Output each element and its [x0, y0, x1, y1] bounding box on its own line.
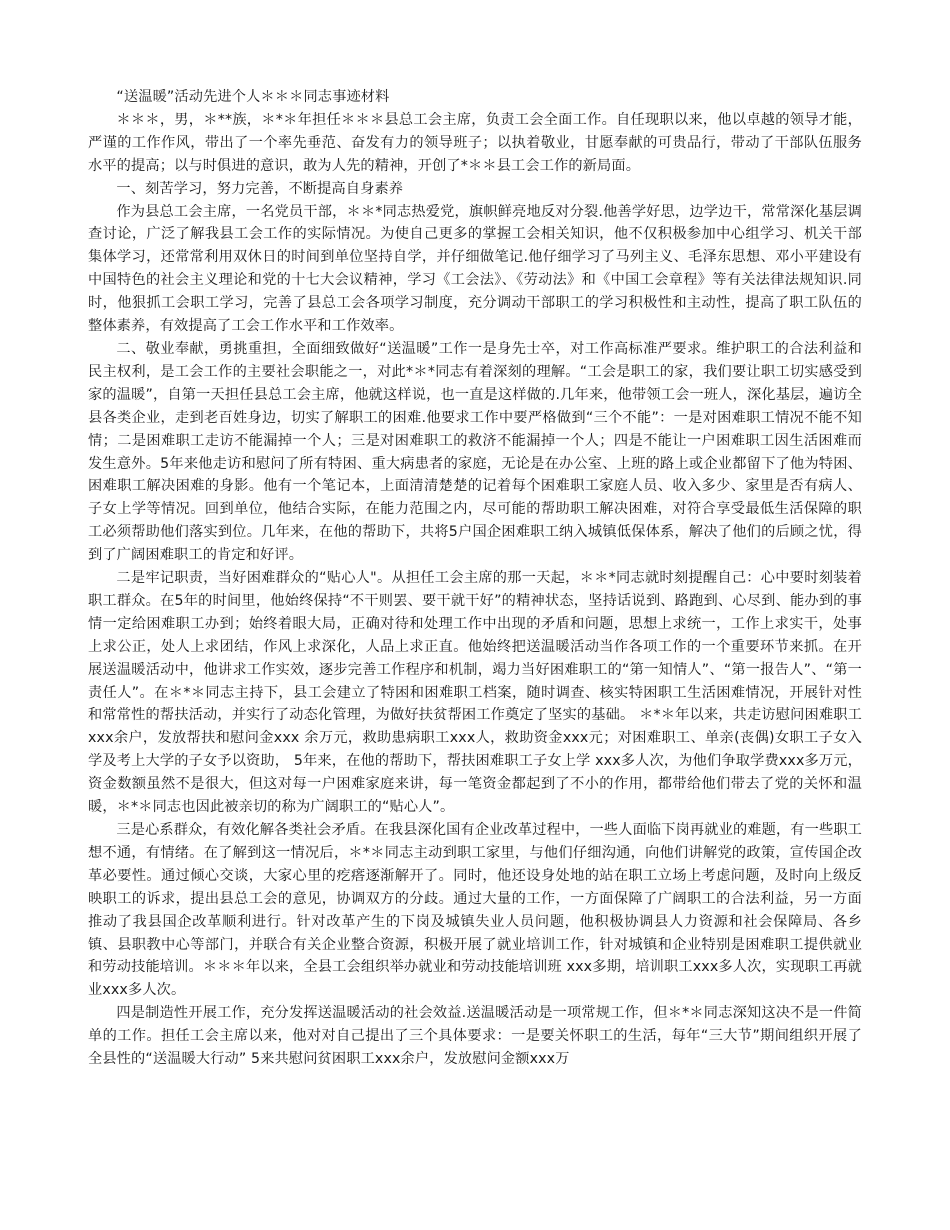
paragraph-study: 作为县总工会主席，一名党员干部，＊＊*同志热爱党，旗帜鲜亮地反对分裂.他善学好思，边学边干，常常深化基层调查讨论，广泛了解我县工会工作的实际情况。为使自己更多的掌握工会相关知识，他不仅积极参加中心组学习、机关干部集体学习，还常常利用双休日的时间到单位坚持自学，并仔细做笔记.他仔细学习了马列主义、毛泽东思想、邓小平建设有中国特色的社会主义理论和党的十七大会议精神，学习《工会法》、《劳动法》和《中国工会章程》等有关法律法规知识.同时，他狠抓工会职工学习，完善了县总工会各项学习制度，充分调动干部职工的学习积极性和主动性，提高了职工队伍的整体素养，有效提高了工会工作水平和工作效率。 [88, 203, 862, 335]
document-body [88, 86, 862, 1071]
paragraph-creative: 四是制造性开展工作，充分发挥送温暖活动的社会效益.送温暖活动是一项常规工作，但＊*＊同志深知这决不是一件简单的工作。担任工会主席以来，他对对自己提出了三个具体要求：一是要关怀职工的生活，每年“三大节”期间组织开展了全县性的“送温暖大行动” 5来共慰问贫困职工xxx余户，发放慰问金额xxx万 [88, 1005, 862, 1068]
section-heading-1: 一、刻苦学习，努力完善，不断提高自身素养 [116, 180, 404, 197]
paragraph-duty: 二是牢记职责，当好困难群众的“贴心人"。从担任工会主席的那一天起，＊＊*同志就时刻提醒自己：心中要时刻装着职工群众。在5年的时间里，他始终保持“不干则罢、要干就干好”的精神状态，坚持话说到、路跑到、心尽到、能办到的事情一定给困难职工办到；始终着眼大局，正确对待和处理工作中出现的矛盾和问题，思想上求统一，工作上求实干，处事上求公正，处人上求团结，作风上求深化，人品上求正直。他始终把送温暖活动当作各项工作的一个重要环节来抓。在开展送温暖活动中，他讲求工作实效，逐步完善工作程序和机制，竭力当好困难职工的“第一知情人”、“第一报告人”、“第一责任人”。在＊*＊同志主持下，县工会建立了特困和困难职工档案，随时调查、核实特困职工生活困难情况，开展针对性和常常性的帮扶活动，并实行了动态化管理，为做好扶贫帮困工作奠定了坚实的基础。 ＊*＊年以来，共走访慰问困难职工xxx余户，发放帮扶和慰问金xxx 余万元，救助患病职工xxx人，救助资金xxx元；对困难职工、单亲(丧偶)女职工子女入学及考上大学的子女予以资助， 5年来，在他的帮助下，帮扶困难职工子女上学 xxx多人次，为他们争取学费xxx多万元，资金数额虽然不是很大，但这对每一户困难家庭来讲，每一笔资金都起到了不小的作用，都带给他们带去了党的关怀和温暖，＊*＊同志也因此被亲切的称为广阔职工的“贴心人”。 [88, 570, 862, 816]
paragraph-masses: 三是心系群众，有效化解各类社会矛盾。在我县深化国有企业改革过程中，一些人面临下岗再就业的难题，有一些职工想不通，有情绪。在了解到这一情况后，＊*＊同志主动到职工家里，与他们仔细沟通，向他们讲解党的政策，宣传国企改革必要性。通过倾心交谈，大家心里的疙瘩逐渐解开了。同时，他还设身处地的站在职工立场上考虑问题，及时向上级反映职工的诉求，提出县总工会的意见，协调双方的分歧。通过大量的工作，一方面保障了广阔职工的合法利益，另一方面推动了我县国企改革顺利进行。针对改革产生的下岗及城镇失业人员问题，他积极协调县人力资源和社会保障局、各乡镇、县职教中心等部门，并联合有关企业整合资源，积极开展了就业培训工作，针对城镇和企业特别是困难职工提供就业和劳动技能培训。＊＊＊年以来，全县工会组织举办就业和劳动技能培训班 xxx多期，培训职工xxx多人次，实现职工再就业xxx多人次。 [88, 822, 862, 999]
paragraph-dedication: 二、敬业奉献，勇挑重担，全面细致做好“送温暖”工作一是身先士卒，对工作高标准严要求。维护职工的合法利益和民主权利，是工会工作的主要社会职能之一，对此*＊*同志有着深刻的理解。“工会是职工的家，我们要让职工切实感受到家的温暖”，自第一天担任县总工会主席，他就这样说，也一直是这样做的.几年来，他带领工会一班人，深化基层，遍访全县各类企业，走到老百姓身边，切实了解职工的困难.他要求工作中要严格做到“三个不能”：一是对困难职工情况不能不知情；二是困难职工走访不能漏掉一个人；三是对困难职工的救济不能漏掉一个人；四是不能让一户困难职工因生活困难而发生意外。5年来他走访和慰问了所有特困、重大病患者的家庭，无论是在办公室、上班的路上或企业都留下了他为特困、困难职工解决困难的身影。他有一个笔记本，上面清清楚楚的记着每个困难职工家庭人员、收入多少、家里是否有病人、子女上学等情况。回到单位，他结合实际，在能力范围之内，尽可能的帮助职工解决困难，对符合享受最低生活保障的职工必须帮助他们落实到位。几年来，在他的帮助下，共将5户国企困难职工纳入城镇低保体系，解决了他们的后顾之忧，得到了广阔困难职工的肯定和好评。 [88, 340, 862, 564]
paragraph-intro: ＊＊＊，男，＊**族，＊*＊年担任＊＊＊县总工会主席，负责工会全面工作。自任现职以来，他以卓越的领导才能，严谨的工作作风，带出了一个率先垂范、奋发有力的领导班子；以执着敬业，甘愿奉献的可贵品行，带动了干部队伍服务水平的提高；以与时俱进的意识，敢为人先的精神，开创了*＊＊县工会工作的新局面。 [88, 111, 862, 174]
document-title: “送温暖”活动先进个人＊＊＊同志事迹材料 [116, 89, 390, 105]
